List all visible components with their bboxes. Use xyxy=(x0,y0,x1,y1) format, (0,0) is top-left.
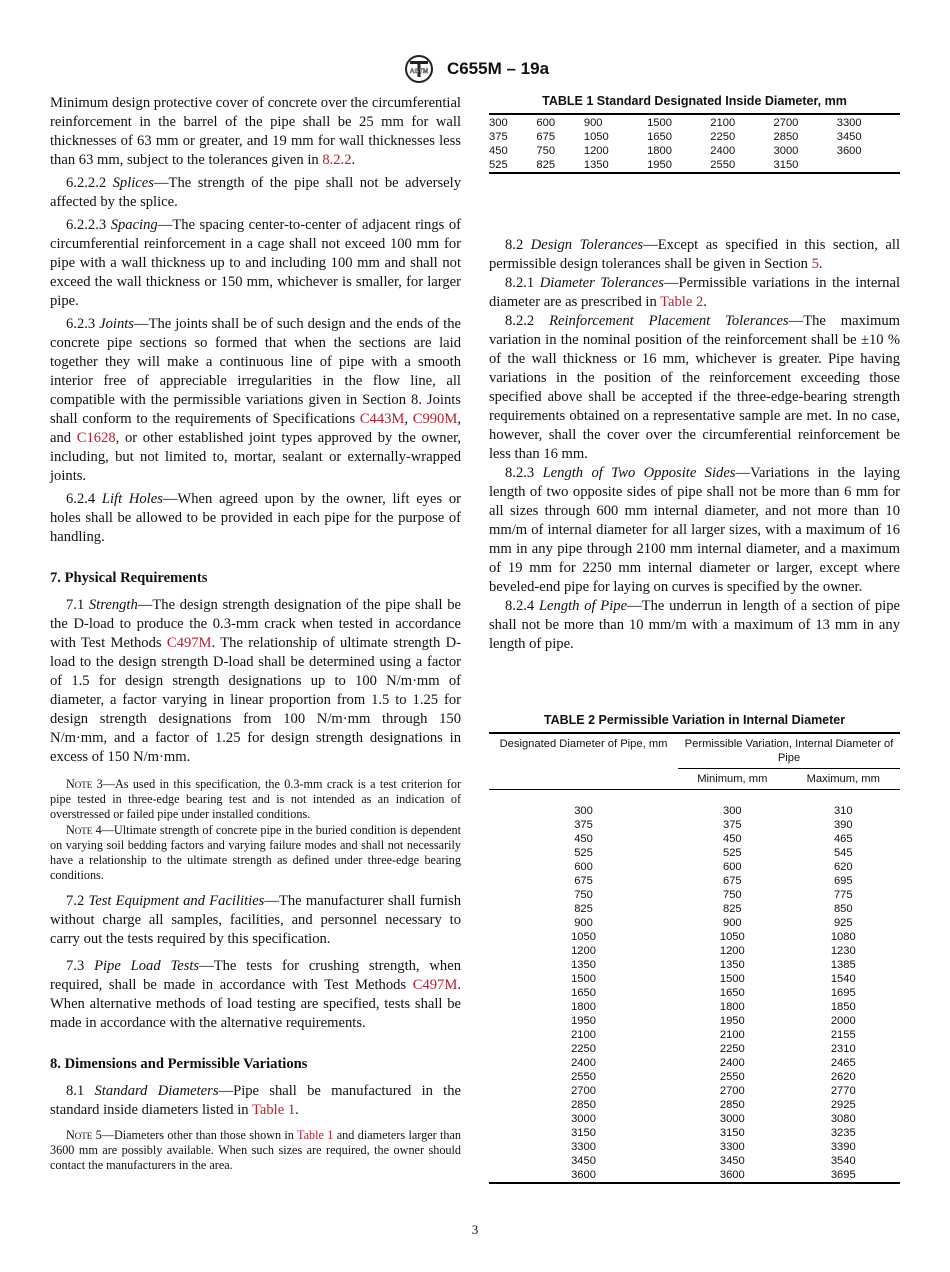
table-2-row xyxy=(489,1070,900,1084)
table-2-cell: 1650 xyxy=(719,987,745,999)
table-2-cell: 600 xyxy=(722,861,742,873)
table-2-cell: 1350 xyxy=(571,959,596,971)
table-2-cell: 1385 xyxy=(830,959,856,971)
table-2-cell: 750 xyxy=(574,889,593,901)
table-2-row xyxy=(489,1154,900,1168)
table-2-cell: 825 xyxy=(574,903,593,915)
table-1-cell: 1800 xyxy=(647,145,672,157)
table-2-row xyxy=(489,902,900,916)
table-2-cell: 3235 xyxy=(830,1127,856,1139)
table-1-cell: 375 xyxy=(489,131,508,143)
table-2-cell: 3300 xyxy=(719,1141,745,1153)
table-2-row xyxy=(489,958,900,972)
table-2-cell: 1950 xyxy=(571,1015,596,1027)
table-1-cell xyxy=(837,158,900,173)
table-1-cell: 1500 xyxy=(647,117,672,129)
table-2-cell: 2250 xyxy=(719,1043,745,1055)
table-1-cell: 600 xyxy=(536,117,556,129)
table-2-row xyxy=(489,1084,900,1098)
table-1-cell: 2400 xyxy=(710,145,736,157)
table-2-row xyxy=(489,1014,900,1028)
table-2-cell: 2550 xyxy=(719,1071,745,1083)
table-2-cell: 3390 xyxy=(830,1141,856,1153)
note-5: Note 5—Diameters other than those shown in Table 1 and diameters larger than 3600 mm are possibly available. When such sizes are required, the owner should contact the manufacturers in the area. xyxy=(50,1128,462,1172)
paragraph-spacing: 6.2.2.3 Spacing—The spacing center-to-center of adjacent rings of circumferential reinforcement in a cage shall not exceed 100 mm for pipe with a wall thickness up to and including 100 mm and shall not exceed the wall thickness or 150 mm, whichever is smaller, for larger pipe. xyxy=(50,217,462,309)
table-1-cell: 3600 xyxy=(836,145,862,157)
table-2-cell: 450 xyxy=(722,833,742,845)
page-number: 3 xyxy=(471,1222,479,1237)
table-2-cell: 310 xyxy=(833,805,853,817)
table-2-row xyxy=(489,860,900,874)
table-2-cell: 2100 xyxy=(571,1029,596,1041)
table-2-cell: 3450 xyxy=(571,1155,596,1167)
table-2-row xyxy=(489,1098,900,1112)
table-2-cell: 375 xyxy=(722,819,742,831)
table-1-cell: 3000 xyxy=(773,145,799,157)
table-1-cell: 900 xyxy=(583,117,603,129)
table-2-cell: 775 xyxy=(833,889,853,901)
table-2-cell: 850 xyxy=(833,903,853,915)
table-1-cell: 2850 xyxy=(773,131,799,143)
table-2-cell: 1350 xyxy=(719,959,745,971)
table-2-cell: 1080 xyxy=(830,931,856,943)
table-2-cell: 695 xyxy=(833,875,853,887)
link-c443m[interactable]: C443M xyxy=(359,411,405,427)
section-heading-8: 8. Dimensions and Permissible Variations xyxy=(50,1056,308,1072)
table-2-cell: 300 xyxy=(574,805,593,817)
table-2-cell: 2770 xyxy=(830,1085,856,1097)
table-2-cell: 3150 xyxy=(719,1127,745,1139)
table-1 xyxy=(489,113,900,174)
table-2-cell: 2400 xyxy=(571,1057,596,1069)
table-2-cell: 2250 xyxy=(571,1043,596,1055)
paragraph-lift-holes: 6.2.4 Lift Holes—When agreed upon by the owner, lift eyes or holes shall be allowed to be provided in each pipe for the purpose of handling. xyxy=(50,491,461,545)
paragraph-pipe-load-tests: 7.3 Pipe Load Tests—The tests for crushing strength, when required, shall be made in accordance with Test Methods C497M. When alternative methods of load testing are specified, tests shall be made in accordance with the alternative requirements. xyxy=(50,958,461,1031)
link-section-5[interactable]: 5 xyxy=(811,256,819,272)
table-2-cell: 2925 xyxy=(830,1099,856,1111)
link-c1628[interactable]: C1628 xyxy=(76,430,116,446)
table-1-cell: 300 xyxy=(489,117,508,129)
link-c990m[interactable]: C990M xyxy=(412,411,458,427)
table-2-row xyxy=(489,986,900,1000)
table-2-cell: 1695 xyxy=(830,987,856,999)
link-c497m[interactable]: C497M xyxy=(166,635,212,651)
table-1-cell: 3300 xyxy=(836,117,862,129)
paragraph-diameter-tolerances: 8.2.1 Diameter Tolerances—Permissible variations in the internal diameter are as prescribed in Table 2. xyxy=(489,275,901,310)
svg-text:ASTM: ASTM xyxy=(409,68,429,75)
link-c497m-2[interactable]: C497M xyxy=(412,977,458,993)
paragraph-test-equipment: 7.2 Test Equipment and Facilities—The manufacturer shall furnish without charge all samples, facilities, and personnel necessary to carry out the tests required by this specification. xyxy=(50,893,462,947)
table-1-cell: 2700 xyxy=(773,117,799,129)
astm-logo-icon xyxy=(401,54,437,84)
table-2-row xyxy=(489,832,900,846)
table-2-cell: 1800 xyxy=(719,1001,745,1013)
table-2-cell: 675 xyxy=(574,875,593,887)
table-2-cell: 2550 xyxy=(571,1071,596,1083)
table-2-title: TABLE 2 Permissible Variation in Internal Diameter xyxy=(543,713,846,727)
table-1-row xyxy=(489,130,900,144)
table-2-row xyxy=(489,916,900,930)
table-2-cell: 1800 xyxy=(571,1001,596,1013)
table-2-cell: 2850 xyxy=(571,1099,596,1111)
table-2-row xyxy=(489,1168,900,1183)
table-1-cell: 2250 xyxy=(710,131,736,143)
table-2-cell: 750 xyxy=(722,889,742,901)
table-1-cell: 1950 xyxy=(647,159,672,171)
table-1-cell: 3450 xyxy=(836,131,862,143)
paragraph-splices: 6.2.2.2 Splices—The strength of the pipe shall not be adversely affected by the splice. xyxy=(50,175,462,210)
table-2-cell: 3600 xyxy=(719,1169,745,1181)
paragraph-standard-diameters: 8.1 Standard Diameters—Pipe shall be manufactured in the standard inside diameters listed in Table 1. xyxy=(50,1083,461,1118)
table-2-cell: 2400 xyxy=(719,1057,745,1069)
table-2-cell: 3080 xyxy=(830,1113,856,1125)
table-1-cell: 2550 xyxy=(710,159,736,171)
table-2-cell: 3540 xyxy=(830,1155,856,1167)
table-1-row xyxy=(489,114,900,130)
left-column xyxy=(50,94,461,1173)
table-1-cell: 1650 xyxy=(647,131,672,143)
table-2-row xyxy=(489,874,900,888)
table-2-cell: 2700 xyxy=(571,1085,596,1097)
table-2-row xyxy=(489,972,900,986)
link-table-1[interactable]: Table 1 xyxy=(251,1102,296,1118)
table-2-cell: 2700 xyxy=(719,1085,745,1097)
table-2-cell: 900 xyxy=(722,917,742,929)
table-2-row xyxy=(489,1042,900,1056)
link-table-1-note[interactable]: Table 1 xyxy=(297,1128,334,1142)
table-2-cell: 925 xyxy=(833,917,853,929)
table-2-cell: 2620 xyxy=(830,1071,856,1083)
table-2-cell: 525 xyxy=(722,847,742,859)
table-2-cell: 825 xyxy=(722,903,742,915)
paragraph-reinforcement-tolerances: 8.2.2 Reinforcement Placement Tolerances—The maximum variation in the nominal position of the reinforcement shall be ±10 % of the wall thickness or 16 mm, whichever is greater. Pipe having variations in the position of the reinforcement exceeding those specified above shall be accepted if the three-edge-bearing strength requirements obtained on a representative sample are met. In no case, however, shall the cover over the circumferential reinforcement be less than 16 mm. xyxy=(489,313,900,462)
table-2-cell: 545 xyxy=(833,847,853,859)
table-2-cell: 525 xyxy=(574,847,593,859)
table-1-cell: 750 xyxy=(536,145,556,157)
table-2 xyxy=(489,732,900,1184)
table-2-group-header: Permissible Variation, Internal Diameter of Pipe xyxy=(684,738,894,764)
table-2-cell: 450 xyxy=(574,833,593,845)
table-2-cell: 1950 xyxy=(719,1015,745,1027)
page-header xyxy=(0,54,950,84)
table-2-cell: 2155 xyxy=(830,1029,856,1041)
table-2-cell: 1200 xyxy=(719,945,745,957)
table-2-row xyxy=(489,1056,900,1070)
table-2-cell: 390 xyxy=(833,819,853,831)
paragraph-joints: 6.2.3 Joints—The joints shall be of such design and the ends of the concrete pipe sections so formed that when the sections are laid together they will make a continuous line of pipe with a smooth interior free of appreciable irregularities in the flow line, all compatible with the permissible variations given in Section 8. Joints shall conform to the requirements of Specifications C443M, C990M, and C1628, or other established joint types approved by the owner, including, but not limited to, mortar, sealant or externally-wrapped joints. xyxy=(50,316,461,484)
table-2-cell: 600 xyxy=(574,861,593,873)
table-2-cell: 1500 xyxy=(571,973,596,985)
table-1-cell: 450 xyxy=(489,145,508,157)
table-2-cell: 3000 xyxy=(571,1113,596,1125)
table-1-cell: 1200 xyxy=(583,145,609,157)
link-8-2-2[interactable]: 8.2.2 xyxy=(322,152,352,168)
table-2-cell: 620 xyxy=(833,861,853,873)
paragraph-length-of-pipe: 8.2.4 Length of Pipe—The underrun in length of a section of pipe shall not be more than 10 mm/m with a maximum of 13 mm in any length of pipe. xyxy=(489,598,901,652)
table-2-row xyxy=(489,1112,900,1126)
table-2-cell: 1230 xyxy=(830,945,856,957)
paragraph-cover: Minimum design protective cover of concrete over the circumferential reinforcement in the barrel of the pipe shall be 25 mm for wall thicknesses of 63 mm or greater, and 19 mm for wall thicknesses less than 63 mm, subject to the tolerances given in 8.2.2. xyxy=(50,95,461,168)
table-1-cell: 525 xyxy=(489,159,508,171)
table-1-cell: 3150 xyxy=(773,159,799,171)
table-2-cell: 3000 xyxy=(719,1113,745,1125)
table-2-row xyxy=(489,1028,900,1042)
table-1-cell: 2100 xyxy=(710,117,736,129)
table-2-row xyxy=(489,888,900,902)
table-2-max-header: Maximum, mm xyxy=(787,769,900,790)
table-1-row xyxy=(489,158,900,173)
table-2-row xyxy=(489,790,900,819)
table-2-cell: 675 xyxy=(722,875,742,887)
table-2-cell: 1050 xyxy=(719,931,745,943)
paragraph-length-opposite-sides: 8.2.3 Length of Two Opposite Sides—Variations in the laying length of two opposite sides of pipe shall not be more than 6 mm for all sizes through 600 mm internal diameter, and not more than 10 mm/m of internal diameter for all larger sizes, with a maximum of 16 mm in any pipe through 2100 mm internal diameter, and a maximum of 19 mm for 2250 mm internal diameter or larger, except where beveled-end pipe for laying on curves is specified by the owner. xyxy=(489,465,900,595)
paragraph-design-tolerances: 8.2 Design Tolerances—Except as specified in this section, all permissible design tolerances shall be given in Section 5. xyxy=(489,237,900,272)
table-2-row xyxy=(489,846,900,860)
table-1-title: TABLE 1 Standard Designated Inside Diameter, mm xyxy=(542,94,847,108)
table-2-cell: 3600 xyxy=(571,1169,596,1181)
table-1-cell: 825 xyxy=(536,159,556,171)
table-1-cell: 1050 xyxy=(583,131,609,143)
table-1-container xyxy=(489,94,900,174)
paragraph-strength: 7.1 Strength—The design strength designation of the pipe shall be the D-load to produce the 0.3-mm crack when tested in accordance with Test Methods C497M. The relationship of ultimate strength D-load to the design strength D-load shall be determined using a factor of 1.5 for design strength designations up to 100 N/m·mm of diameter, a factor varying in linear proportion from 1.5 to 1.25 for design strength designations from 100 N/m·mm through 150 N/m·mm, and a factor of 1.25 for design strength designations in excess of 150 N/m·mm. xyxy=(50,597,461,765)
table-1-cell: 1350 xyxy=(583,159,609,171)
table-2-row xyxy=(489,1140,900,1154)
table-2-container xyxy=(489,713,900,1184)
table-2-cell: 1500 xyxy=(719,973,745,985)
table-2-col-diameter-header: Designated Diameter of Pipe, mm xyxy=(499,738,668,750)
table-2-cell: 2465 xyxy=(830,1057,856,1069)
table-2-cell: 1200 xyxy=(571,945,596,957)
table-2-row xyxy=(489,1000,900,1014)
table-2-cell: 3695 xyxy=(830,1169,856,1181)
note-3: Note 3—As used in this specification, the 0.3-mm crack is a test criterion for pipe tested in three-edge bearing test and is not intended as an indication of overstressed or failed pipe under installed conditions. xyxy=(50,777,461,821)
table-2-cell: 1650 xyxy=(571,987,596,999)
table-2-cell: 1050 xyxy=(571,931,596,943)
table-2-cell: 3300 xyxy=(571,1141,596,1153)
table-2-row xyxy=(489,944,900,958)
table-2-cell: 300 xyxy=(722,805,742,817)
table-2-cell: 1850 xyxy=(830,1001,856,1013)
section-heading-7: 7. Physical Requirements xyxy=(50,570,208,586)
link-table-2[interactable]: Table 2 xyxy=(660,294,704,310)
table-2-cell: 900 xyxy=(574,917,593,929)
table-2-cell: 465 xyxy=(833,833,853,845)
table-2-cell: 2310 xyxy=(830,1043,856,1055)
table-2-row xyxy=(489,818,900,832)
table-1-row xyxy=(489,144,900,158)
table-2-row xyxy=(489,1126,900,1140)
table-2-cell: 2100 xyxy=(719,1029,745,1041)
table-2-cell: 2850 xyxy=(719,1099,745,1111)
table-2-cell: 2000 xyxy=(830,1015,856,1027)
table-2-cell: 1540 xyxy=(830,973,856,985)
table-2-row xyxy=(489,930,900,944)
table-2-cell: 3450 xyxy=(719,1155,745,1167)
right-column xyxy=(489,236,900,654)
table-2-cell: 3150 xyxy=(571,1127,596,1139)
table-2-cell: 375 xyxy=(574,819,593,831)
note-4: Note 4—Ultimate strength of concrete pipe in the buried condition is dependent on varying soil bedding factors and varying failure modes and shall not necessarily have a relationship to the ultimate strength as defined under three-edge bearing conditions. xyxy=(50,823,461,882)
table-2-min-header: Minimum, mm xyxy=(678,769,787,790)
table-1-cell: 675 xyxy=(536,131,556,143)
document-designation: C655M – 19a xyxy=(446,59,550,78)
